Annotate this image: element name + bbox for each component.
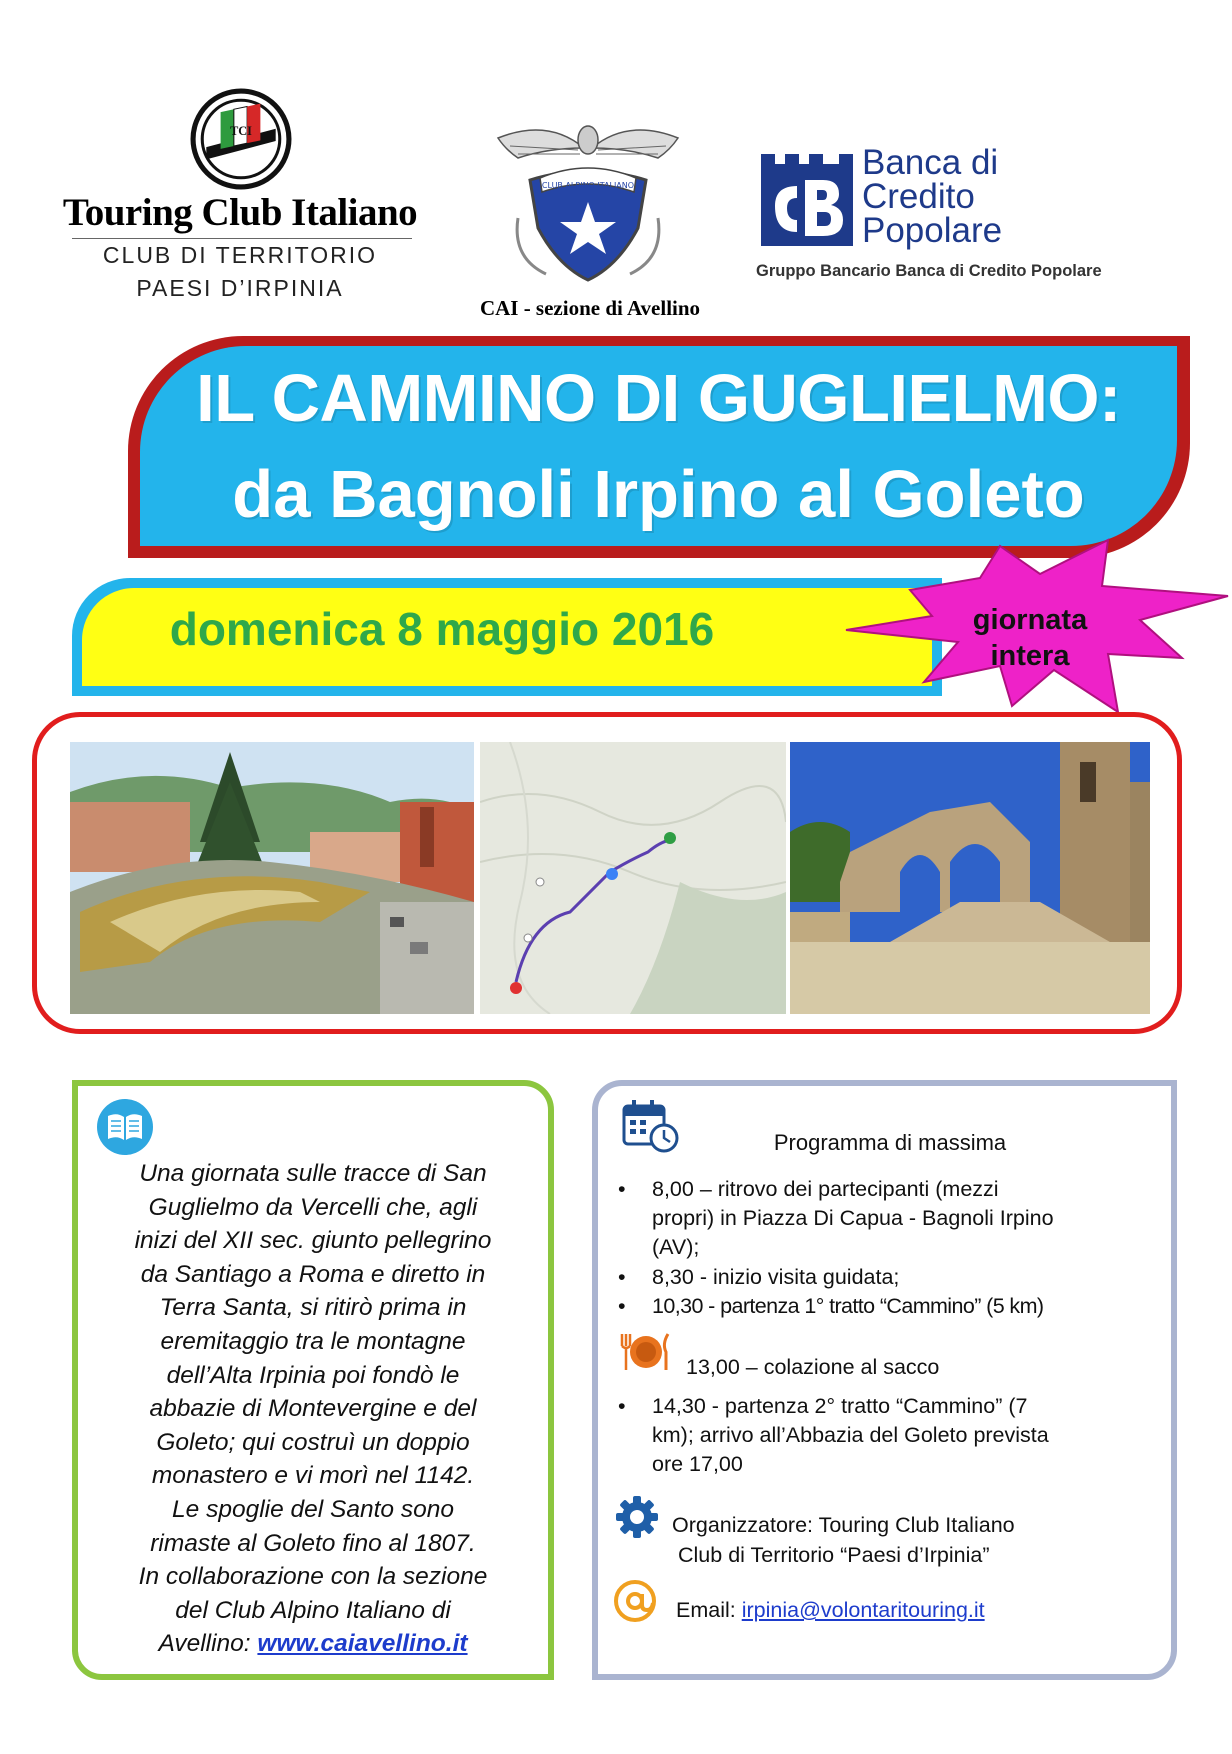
- description-line: abbazie di Montevergine e del: [149, 1395, 477, 1423]
- description-last-line: [98, 1627, 528, 1661]
- organizer-line-1: Organizzatore: Touring Club Italiano: [672, 1513, 1015, 1537]
- event-title-line-1: IL CAMMINO DI GUGLIELMO:: [196, 361, 1121, 436]
- lunch-text: 13,00 – colazione al sacco: [686, 1355, 940, 1379]
- program-line: 8,00 – ritrovo dei partecipanti (mezzi: [652, 1177, 999, 1201]
- program-line: (AV);: [652, 1235, 700, 1259]
- description-line: Una giornata sulle tracce di San: [139, 1160, 487, 1187]
- program-item-2: [618, 1263, 1156, 1293]
- description-prefix: Avellino:: [158, 1630, 258, 1658]
- tci-title: Touring Club Italiano: [62, 191, 418, 234]
- event-date: domenica 8 maggio 2016: [169, 603, 715, 655]
- bullet: •: [618, 1265, 626, 1289]
- organizer-line-2: Club di Territorio “Paesi d’Irpinia”: [678, 1543, 990, 1567]
- program-item-text: [652, 1175, 1156, 1262]
- cai-eagle-logo: [488, 118, 688, 288]
- tci-divider: [72, 238, 412, 239]
- program-line: 14,30 - partenza 2° tratto “Cammino” (7: [652, 1394, 1028, 1418]
- svg-text:TCI: TCI: [230, 123, 252, 138]
- bcp-group-name: Gruppo Bancario Banca di Credito Popolare: [756, 262, 1102, 280]
- email-line: [676, 1598, 985, 1623]
- bullet: •: [618, 1394, 626, 1418]
- bcp-logo-mark: [757, 150, 857, 250]
- description-line: monastero e vi morì nel 1142.: [151, 1462, 475, 1490]
- bullet: •: [618, 1177, 626, 1201]
- book-icon: [96, 1098, 154, 1156]
- description-line: inizi del XII sec. giunto pellegrino: [134, 1227, 492, 1255]
- starburst-text: [930, 602, 1130, 674]
- program-item-text: 8,30 - inizio visita guidata;: [652, 1265, 900, 1289]
- program-line: km); arrivo all’Abbazia del Goleto prevista: [652, 1423, 1049, 1447]
- starburst-line-1: giornata: [972, 604, 1088, 636]
- email-label: Email:: [676, 1598, 742, 1622]
- description-line: Le spoglie del Santo sono: [172, 1495, 454, 1523]
- description-line: dell’Alta Irpinia poi fondò le: [166, 1361, 460, 1389]
- bcp-name-line-2: Credito: [862, 177, 975, 216]
- route-map-image: [480, 742, 786, 1014]
- description-line: Guglielmo da Vercelli che, agli: [148, 1193, 478, 1221]
- starburst-line-2: intera: [990, 640, 1070, 672]
- cai-website-link[interactable]: www.caiavellino.it: [257, 1630, 468, 1658]
- bcp-name: [862, 143, 1162, 250]
- event-title-line-2: da Bagnoli Irpino al Goleto: [232, 457, 1085, 532]
- description-line: Terra Santa, si ritirò prima in: [159, 1294, 467, 1322]
- description-line: del Club Alpino Italiano di: [175, 1596, 451, 1624]
- gear-icon: [614, 1494, 660, 1540]
- tci-subtitle-1: CLUB DI TERRITORIO: [102, 242, 378, 268]
- cai-caption: CAI - sezione di Avellino: [479, 296, 701, 320]
- description-line: da Santiago a Roma e diretto in: [140, 1260, 486, 1288]
- town-square-photo: [70, 742, 474, 1014]
- description-line: Goleto; qui costruì un doppio: [156, 1428, 470, 1456]
- program-item-3: [618, 1292, 1156, 1322]
- program-item-1: [618, 1175, 1156, 1265]
- program-line: ore 17,00: [652, 1452, 743, 1476]
- description-line: eremitaggio tra le montagne: [160, 1327, 466, 1355]
- calendar-icon: [620, 1098, 680, 1154]
- description-text: [98, 1157, 528, 1661]
- bullet: •: [618, 1294, 626, 1318]
- tci-emblem-logo: [190, 88, 292, 190]
- program-line: propri) in Piazza Di Capua - Bagnoli Irpino: [652, 1206, 1054, 1230]
- plate-icon: [618, 1330, 674, 1374]
- tci-subtitle-2: PAESI D’IRPINIA: [136, 275, 344, 301]
- program-item-text: 10,30 - partenza 1° tratto “Cammino” (5 km): [652, 1294, 1044, 1318]
- email-link[interactable]: irpinia@volontaritouring.it: [741, 1598, 985, 1622]
- bcp-name-line-3: Popolare: [862, 211, 1003, 250]
- at-icon: [612, 1578, 658, 1624]
- program-title: Programma di massima: [773, 1130, 1007, 1155]
- program-item-5: [618, 1392, 1156, 1482]
- abbey-ruins-photo: [790, 742, 1150, 1014]
- description-line: rimaste al Goleto fino al 1807.: [150, 1529, 476, 1557]
- description-line: In collaborazione con la sezione: [138, 1563, 488, 1591]
- svg-text:CLUB ALPINO ITALIANO: CLUB ALPINO ITALIANO: [541, 181, 635, 190]
- bcp-name-line-1: Banca di: [862, 143, 999, 182]
- program-item-text: [652, 1392, 1156, 1479]
- program-box: [592, 1080, 1177, 1680]
